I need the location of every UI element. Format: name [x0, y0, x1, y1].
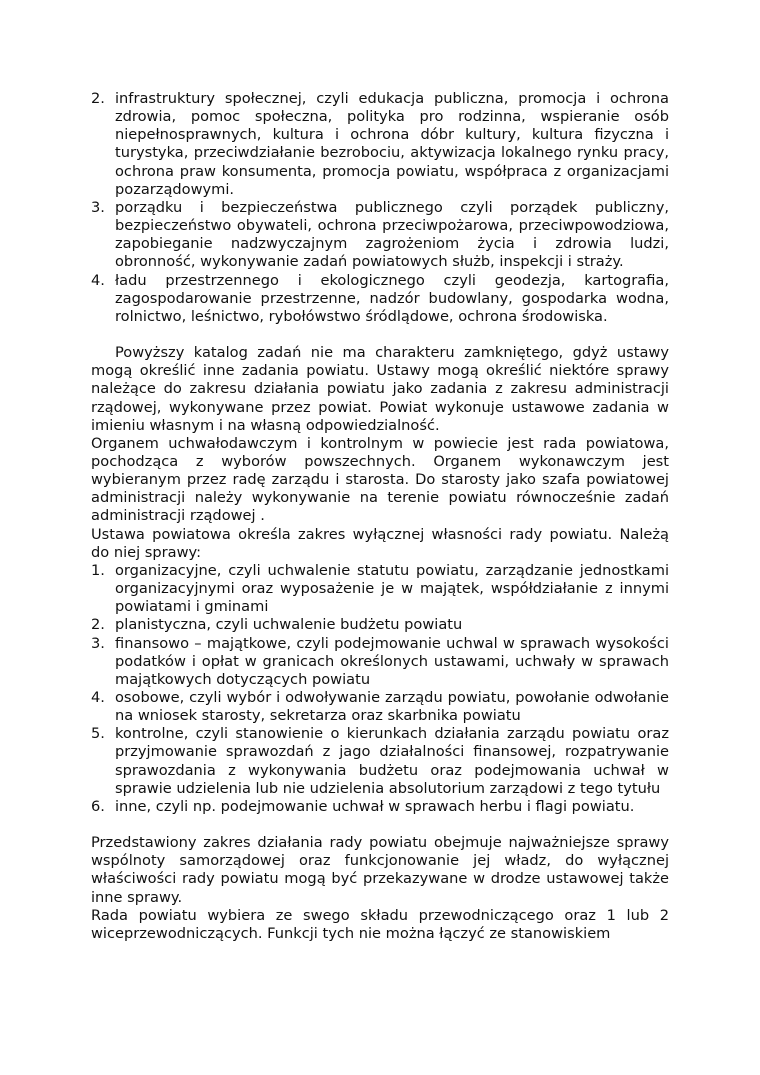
paragraph: Ustawa powiatowa określa zakres wyłącznej własności rady powiatu. Należą do niej sprawy:: [91, 525, 669, 561]
paragraph: Organem uchwałodawczym i kontrolnym w powiecie jest rada powiatowa, pochodząca z wyborów powszechnych. Organem wykonawczym jest wybieranym przez radę zarządu i starosta. Do starosty jako szafa powiatowej administracji należy wykonywanie na terenie powiatu równocześnie zadań administracji rządowej .: [91, 434, 669, 525]
list-item: [91, 689, 669, 725]
task-list: [91, 90, 669, 326]
list-number: 2.: [91, 90, 105, 107]
paragraph: Przedstawiony zakres działania rady powiatu obejmuje najważniejsze sprawy wspólnoty samorządowej oraz funkcjonowanie jej władz, do wyłącznej właściwości rady powiatu mogą być przekazywane w drodze ustawowej także inne sprawy.: [91, 834, 669, 906]
list-item: [91, 725, 669, 798]
paragraph: Powyższy katalog zadań nie ma charakteru zamkniętego, gdyż ustawy mogą określić inne zadania powiatu. Ustawy mogą określić niektóre sprawy należące do zakresu działania powiatu jako zadania z zakresu administracji rządowej, wykonywane przez powiat. Powiat wykonuje ustawowe zadania w imieniu własnym i na własną odpowiedzialność.: [91, 344, 669, 434]
paragraph: Rada powiatu wybiera ze swego składu przewodniczącego oraz 1 lub 2 wiceprzewodniczących. Funkcji tych nie można łączyć ze stanowiskiem: [91, 906, 669, 942]
list-text: infrastruktury społecznej, czyli edukacja publiczna, promocja i ochrona zdrowia, pomoc społeczna, polityka pro rodzinna, wspieranie osób niepełnosprawnych, kultura i ochrona dóbr kultury, kultura fizyczna i turystyka, przeciwdziałanie bezrobociu, aktywizacja lokalnego rynku pracy, ochrona praw konsumenta, promocja powiatu, współpraca z organizacjami pozarządowymi.: [115, 90, 669, 198]
spacer: [91, 326, 669, 344]
list-number: 2.: [91, 616, 105, 634]
list-item: [91, 199, 669, 272]
list-text: planistyczna, czyli uchwalenie budżetu powiatu: [115, 616, 463, 634]
list-text: porządku i bezpieczeństwa publicznego czyli porządek publiczny, bezpieczeństwo obywateli, ochrona przeciwpożarowa, przeciwpowodziowa, zapobieganie nadzwyczajnym zagrożeniom życia i zdrowia ludzi, obronność, wykonywanie zadań powiatowych służb, inspekcji i straży.: [115, 198, 669, 271]
list-number: 6.: [91, 797, 105, 815]
document-page: [91, 90, 669, 943]
list-number: 4.: [91, 689, 105, 706]
list-text: organizacyjne, czyli uchwalenie statutu powiatu, zarządzanie jednostkami organizacyjnymi oraz wyposażenie je w majątek, współdziałanie z innymi powiatami i gminami: [115, 561, 669, 616]
list-item: [91, 90, 669, 199]
list-number: 4.: [91, 271, 105, 289]
list-text: inne, czyli np. podejmowanie uchwał w sprawach herbu i flagi powiatu.: [115, 797, 635, 815]
list-text: kontrolne, czyli stanowienie o kierunkach działania zarządu powiatu oraz przyjmowanie sprawozdań z jago działalności finansowej, rozpatrywanie sprawozdania z wykonywania budżetu oraz podejmowania uchwał w sprawie udzielenia lub nie udzielenia absolutorium zarządowi z tego tytułu: [115, 725, 669, 797]
spacer: [91, 816, 669, 834]
list-text: osobowe, czyli wybór i odwoływanie zarządu powiatu, powołanie odwołanie na wniosek starosty, sekretarza oraz skarbnika powiatu: [115, 689, 669, 725]
list-item: [91, 798, 669, 816]
list-number: 3.: [91, 634, 105, 652]
list-item: [91, 562, 669, 616]
list-text: finansowo – majątkowe, czyli podejmowanie uchwal w sprawach wysokości podatków i opłat w granicach określonych ustawami, uchwały w sprawach majątkowych dotyczących powiatu: [115, 634, 669, 688]
list-item: [91, 616, 669, 634]
list-text: ładu przestrzennego i ekologicznego czyli geodezja, kartografia, zagospodarowanie przestrzenne, nadzór budowlany, gospodarka wodna, rolnictwo, leśnictwo, rybołówstwo śródlądowe, ochrona środowiska.: [115, 271, 669, 325]
list-number: 5.: [91, 725, 105, 743]
council-matters-list: [91, 562, 669, 816]
list-item: [91, 272, 669, 326]
list-item: [91, 635, 669, 689]
list-number: 3.: [91, 198, 105, 216]
list-number: 1.: [91, 561, 105, 579]
